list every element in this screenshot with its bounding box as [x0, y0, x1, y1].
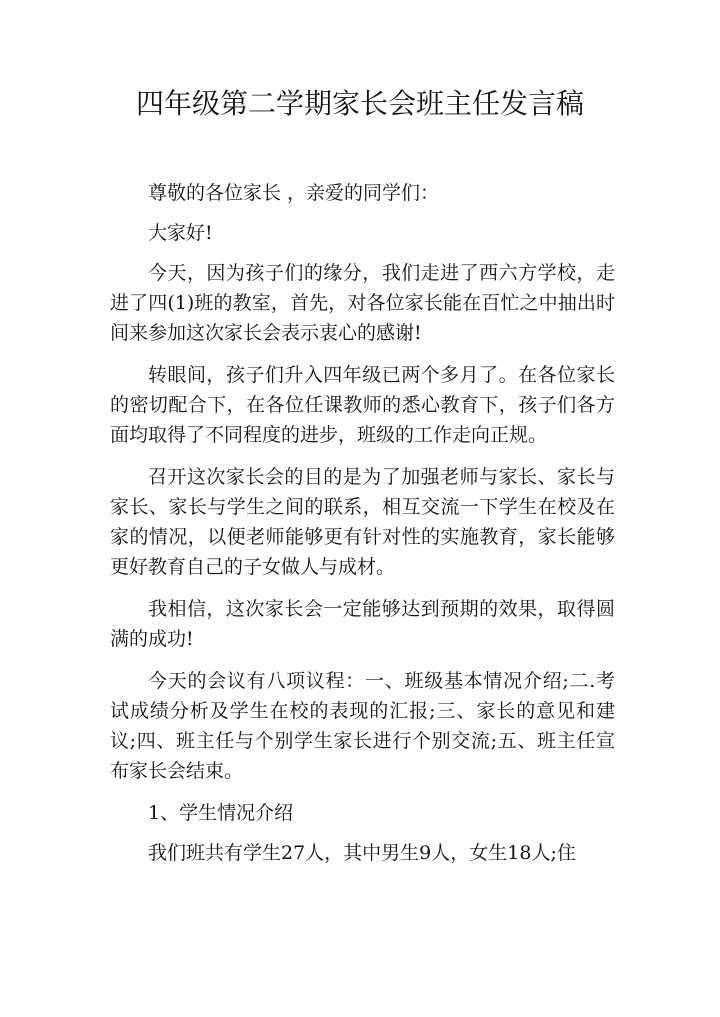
paragraph-student-stats: 我们班共有学生27人，其中男生9人，女生18人;住	[148, 842, 576, 864]
document-body	[110, 178, 615, 880]
paragraph-expectation: 我相信，这次家长会一定能够达到预期的效果，取得圆满的成功!	[110, 598, 615, 650]
paragraph-purpose: 召开这次家长会的目的是为了加强老师与家长、家长与家长、家长与学生之间的联系，相互交流一下学生在校及在家的情况，以便老师能够更有针对性的实施教育，家长能够更好教育自己的子女做人与成材。	[110, 466, 615, 578]
paragraph-progress: 转眼间，孩子们升入四年级已两个多月了。在各位家长的密切配合下，在各位任课教师的悉心教育下，孩子们各方面均取得了不同程度的进步，班级的工作走向正规。	[110, 364, 615, 446]
paragraph-hello: 大家好!	[148, 222, 213, 244]
paragraph-greeting: 尊敬的各位家长 ，亲爱的同学们：	[148, 182, 440, 204]
section-heading-student-info: 1、学生情况介绍	[148, 802, 294, 824]
document-title: 四年级第二学期家长会班主任发言稿	[135, 87, 584, 120]
paragraph-welcome: 今天，因为孩子们的缘分，我们走进了西六方学校，走进了四(1)班的教室，首先，对各位家长能在百忙之中抽出时间来参加这次家长会表示衷心的感谢!	[110, 262, 615, 344]
paragraph-agenda: 今天的会议有八项议程：一、班级基本情况介绍;二.考试成绩分析及学生在校的表现的汇报;三、家长的意见和建议;四、班主任与个别学生家长进行个别交流;五、班主任宣布家长会结束。	[110, 670, 615, 782]
